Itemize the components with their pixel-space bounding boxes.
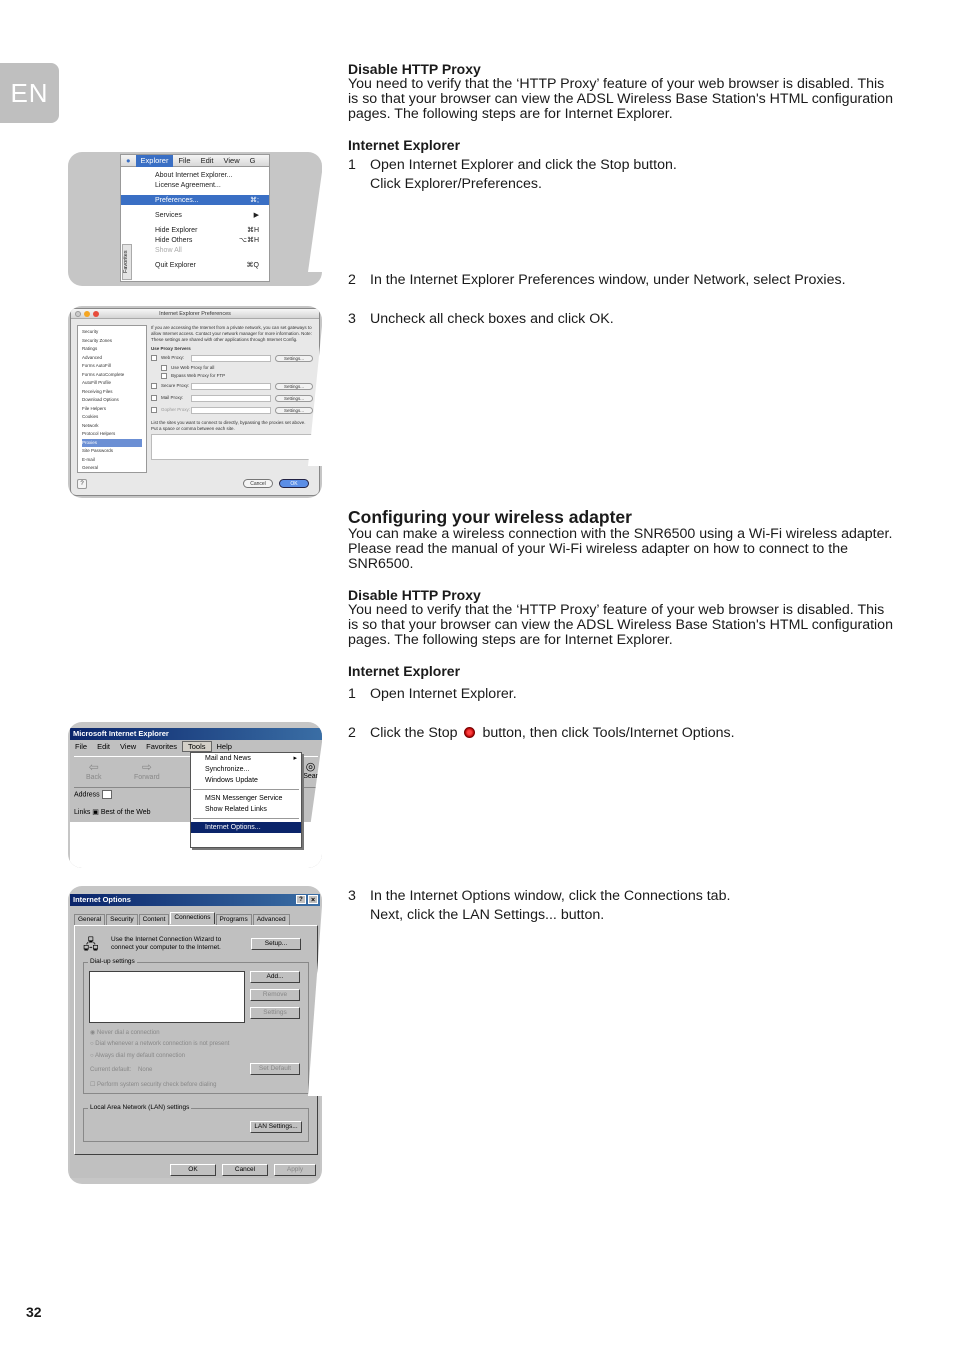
ie-titlebar: Microsoft Internet Explorer (70, 728, 322, 740)
dd-synchronize[interactable]: Synchronize... (205, 766, 250, 773)
tree-item[interactable]: Cookies (82, 414, 99, 419)
section1-subheading: Internet Explorer (348, 137, 461, 153)
tree-item[interactable]: Network (82, 422, 99, 428)
cancel-button[interactable]: Cancel (222, 1164, 268, 1176)
step-number: 1 (348, 686, 356, 702)
dd-show-related-links[interactable]: Show Related Links (205, 806, 267, 813)
menu-edit[interactable]: Edit (200, 156, 214, 165)
cancel-button[interactable]: Cancel (243, 479, 273, 488)
ok-button[interactable]: OK (279, 479, 309, 488)
tree-item[interactable]: Advanced (82, 354, 103, 360)
back-button[interactable]: ⇦ Back (86, 760, 102, 781)
frame-wedge (308, 742, 322, 842)
step-number: 2 (348, 725, 356, 741)
ie-window (70, 728, 322, 868)
dd-msn-messenger[interactable]: MSN Messenger Service (205, 795, 283, 802)
section1-heading: Disable HTTP Proxy (348, 61, 481, 77)
use-web-proxy-checkbox[interactable] (161, 365, 167, 371)
apply-button[interactable]: Apply (274, 1164, 316, 1176)
step-text: Open Internet Explorer. (370, 686, 517, 702)
links-item[interactable]: Best of the Web (100, 809, 151, 816)
mail-proxy-field[interactable] (191, 395, 271, 402)
minimize-dot-icon[interactable] (84, 311, 90, 317)
screenshot-internet-options (68, 886, 322, 1184)
connection-wizard-icon: 🖧 (83, 936, 99, 952)
frame-wedge (308, 172, 322, 272)
wizard-text: Use the Internet Connection Wizard to connect your computer to the Internet. (111, 936, 222, 951)
menu-explorer[interactable]: Explorer (136, 155, 174, 167)
proxy-row-ftp: Bypass Web Proxy for FTP (151, 372, 313, 380)
tab-programs[interactable]: Programs (216, 914, 252, 926)
tree-item[interactable]: Site Passwords (82, 448, 114, 453)
step-text: Click the Stop button, then click Tools/Internet Options. (370, 725, 735, 741)
proxy-intro-text: If you are accessing the Internet from a private network, you can set gateways to allow Internet access. Contact your network manager for more information. Note: These settings are shared with other applications through Internet Config. (151, 325, 312, 342)
proxy-row-gopher: Gopher Proxy: Settings... (151, 404, 313, 416)
prefs-footer (77, 477, 313, 489)
section2-intro-text: You can make a wireless connection with the SNR6500 using a Wi-Fi wireless adapter. Please read the manual of your Wi-Fi wireless adapter on how to connect to the SNR6500. (348, 526, 893, 572)
options-titlebar: Internet Options ? × (70, 894, 320, 906)
tree-item[interactable]: General (82, 465, 99, 470)
connections-panel (74, 925, 318, 1155)
section2-title: Configuring your wireless adapter (348, 507, 632, 527)
lan-group-label: Local Area Network (LAN) settings (90, 1104, 190, 1111)
preferences-window (70, 308, 320, 496)
menu-tools[interactable]: Tools (182, 741, 212, 752)
set-default-button[interactable]: Set Default (250, 1063, 300, 1075)
section2-heading: Disable HTTP Proxy (348, 587, 481, 603)
menu-item-license[interactable]: License Agreement... (155, 182, 221, 189)
address-label: Address (74, 791, 100, 799)
menu-edit[interactable]: Edit (97, 742, 111, 751)
links-label: Links (74, 809, 91, 816)
step-text: Uncheck all check boxes and click OK. (370, 311, 614, 327)
step-number: 1 (348, 157, 356, 173)
step-text: In the Internet Explorer Preferences window, under Network, select Proxies. (370, 272, 846, 288)
radio-dial-when-needed[interactable]: ○ Dial whenever a network connection is not present (90, 1041, 230, 1047)
proxy-row-web: Web Proxy: Settings... (151, 352, 313, 364)
tree-item[interactable]: Security Zones (82, 337, 113, 343)
search-icon: ◎ (305, 761, 316, 773)
section2-intro (348, 507, 893, 572)
step-number: 2 (348, 272, 356, 288)
dialup-group (83, 958, 309, 1094)
add-button[interactable]: Add... (250, 971, 300, 983)
search-button[interactable]: ◎ Sear (303, 761, 318, 780)
web-proxy-checkbox[interactable] (151, 355, 157, 361)
secure-proxy-field[interactable] (191, 383, 271, 390)
prefs-category-tree (77, 325, 147, 473)
step-number: 3 (348, 888, 356, 904)
options-window (70, 894, 320, 1178)
frame-wedge (308, 906, 322, 1096)
menu-item-show-all: Show All (155, 247, 182, 254)
forward-button[interactable]: ⇨ Forward (134, 760, 160, 781)
lan-group (83, 1104, 309, 1142)
tree-item[interactable]: Forms AutoComplete (82, 371, 125, 377)
menu-help[interactable]: Help (216, 742, 232, 751)
menu-file[interactable]: File (178, 156, 191, 165)
tree-item[interactable]: Security (82, 329, 99, 334)
web-proxy-field[interactable] (191, 355, 271, 362)
proxy-row-all: Use Web Proxy for all (151, 364, 313, 372)
language-tab: EN (0, 63, 59, 123)
step-text: Open Internet Explorer and click the Stop button. Click Explorer/Preferences. (370, 157, 677, 192)
ok-button[interactable]: OK (170, 1164, 216, 1176)
menu-view[interactable]: View (120, 742, 137, 751)
tree-item[interactable]: File Helpers (82, 405, 107, 411)
tab-advanced[interactable]: Advanced (253, 914, 290, 926)
lan-settings-button[interactable]: LAN Settings... (250, 1121, 302, 1133)
help-title-button[interactable]: ? (296, 895, 306, 904)
dialup-list[interactable] (89, 971, 245, 1023)
section2-subheading-block (348, 664, 893, 679)
mac-menubar (121, 155, 269, 167)
tab-general[interactable]: General (74, 914, 105, 926)
menu-file[interactable]: File (75, 742, 88, 751)
menu-item-hide-explorer[interactable]: Hide Explorer ⌘H (155, 227, 259, 234)
tree-item-proxies[interactable]: Proxies (82, 439, 142, 448)
bypass-ftp-checkbox[interactable] (161, 373, 167, 379)
settings-button[interactable]: Settings (250, 1007, 300, 1019)
frame-wedge (308, 326, 322, 466)
remove-button[interactable]: Remove (250, 989, 300, 1001)
proxy-row-mail: Mail Proxy: Settings... (151, 392, 313, 404)
tab-content[interactable]: Content (139, 914, 170, 926)
section2-proxy (348, 588, 893, 648)
links-bar (74, 808, 151, 816)
setup-button[interactable]: Setup... (251, 938, 301, 950)
favorites-side-tab[interactable]: Favorites (122, 244, 132, 280)
submenu-arrow-icon: ▸ (293, 755, 297, 762)
section2-subheading: Internet Explorer (348, 663, 461, 679)
security-check-checkbox[interactable]: ☐ Perform system security check before dialing (90, 1082, 217, 1088)
close-icon[interactable]: × (308, 895, 318, 904)
tree-item[interactable]: Protocol Helpers (82, 431, 116, 436)
web-proxy-settings-button[interactable]: Settings... (275, 355, 313, 362)
tab-connections[interactable]: Connections (170, 912, 214, 924)
bypass-text: List the sites you want to connect to directly, bypassing the proxies set above. Put a space or comma between each site. (151, 420, 306, 431)
gopher-proxy-settings-button[interactable]: Settings... (275, 407, 313, 414)
radio-never-dial[interactable]: ◉ Never dial a connection (90, 1030, 160, 1036)
menu-item-services[interactable]: Services ▶ (155, 212, 259, 219)
screenshot-ie-preferences (68, 306, 322, 498)
screenshot-ie-tools (68, 722, 322, 868)
bypass-list-field[interactable] (151, 434, 313, 460)
menu-go[interactable]: G (249, 156, 256, 165)
gopher-proxy-checkbox[interactable] (151, 407, 157, 413)
dd-windows-update[interactable]: Windows Update (205, 777, 258, 784)
section2-body: You need to verify that the ‘HTTP Proxy’ feature of your web browser is disabled. This is so that your browser can view the ADSL Wireless Base Station's HTML configuration pages. The following steps are for Internet Explorer. (348, 602, 893, 648)
section1-intro (348, 62, 893, 122)
secure-proxy-checkbox[interactable] (151, 383, 157, 389)
tree-item[interactable]: Ratings (82, 346, 98, 351)
help-button[interactable]: ? (77, 479, 87, 489)
explorer-menu (120, 154, 270, 282)
tree-item[interactable]: Download Options (82, 397, 119, 402)
tools-dropdown (190, 752, 302, 848)
apple-icon: ● (126, 156, 131, 165)
page-number: 32 (26, 1304, 42, 1320)
step-text: In the Internet Options window, click the Connections tab. Next, click the LAN Settings... button. (370, 888, 731, 923)
prefs-titlebar: Internet Explorer Preferences (71, 309, 319, 319)
zoom-dot-icon[interactable] (93, 311, 99, 317)
dialup-label: Dial-up settings (90, 958, 135, 965)
current-default: Current default: None (90, 1067, 153, 1073)
menu-view[interactable]: View (223, 156, 240, 165)
section1-subheading-block (348, 138, 893, 153)
radio-always-dial[interactable]: ○ Always dial my default connection (90, 1053, 186, 1059)
menu-item-hide-others[interactable]: Hide Others ⌥⌘H (155, 237, 259, 244)
forward-arrow-icon: ⇨ (141, 760, 152, 774)
tree-item[interactable]: E-mail (82, 456, 95, 462)
tree-item[interactable]: Forms AutoFill (82, 363, 111, 368)
mail-proxy-checkbox[interactable] (151, 395, 157, 401)
screenshot-mac-menu (68, 152, 322, 286)
step-number: 3 (348, 311, 356, 327)
tree-item[interactable]: AutoFill Profile (82, 380, 112, 385)
address-field[interactable] (102, 790, 112, 799)
proxy-row-secure: Secure Proxy: Settings... (151, 380, 313, 392)
page-icon: ▣ (92, 809, 99, 816)
proxy-group-label: Use Proxy Servers (151, 346, 191, 351)
gopher-proxy-field[interactable] (191, 407, 271, 414)
secure-proxy-settings-button[interactable]: Settings... (275, 383, 313, 390)
close-dot-icon[interactable] (75, 311, 81, 317)
section1-body: You need to verify that the ‘HTTP Proxy’ feature of your web browser is disabled. This is so that your browser can view the ADSL Wireless Base Station's HTML configuration pages. The following steps are for Internet Explorer. (348, 76, 893, 122)
address-bar (74, 790, 112, 799)
mail-proxy-settings-button[interactable]: Settings... (275, 395, 313, 402)
menu-item-quit[interactable]: Quit Explorer ⌘Q (155, 262, 259, 269)
stop-icon (464, 727, 475, 738)
back-arrow-icon: ⇦ (88, 760, 99, 774)
prefs-proxy-panel (151, 325, 313, 473)
tree-item[interactable]: Receiving Files (82, 388, 113, 394)
menu-favorites[interactable]: Favorites (146, 742, 177, 751)
dd-internet-options[interactable]: Internet Options... (191, 822, 301, 833)
tab-security[interactable]: Security (106, 914, 137, 926)
dd-mail-news[interactable]: Mail and News ▸ (205, 755, 297, 762)
menu-item-about[interactable]: About Internet Explorer... (155, 172, 233, 179)
menu-item-preferences[interactable]: Preferences... ⌘; (121, 195, 269, 205)
